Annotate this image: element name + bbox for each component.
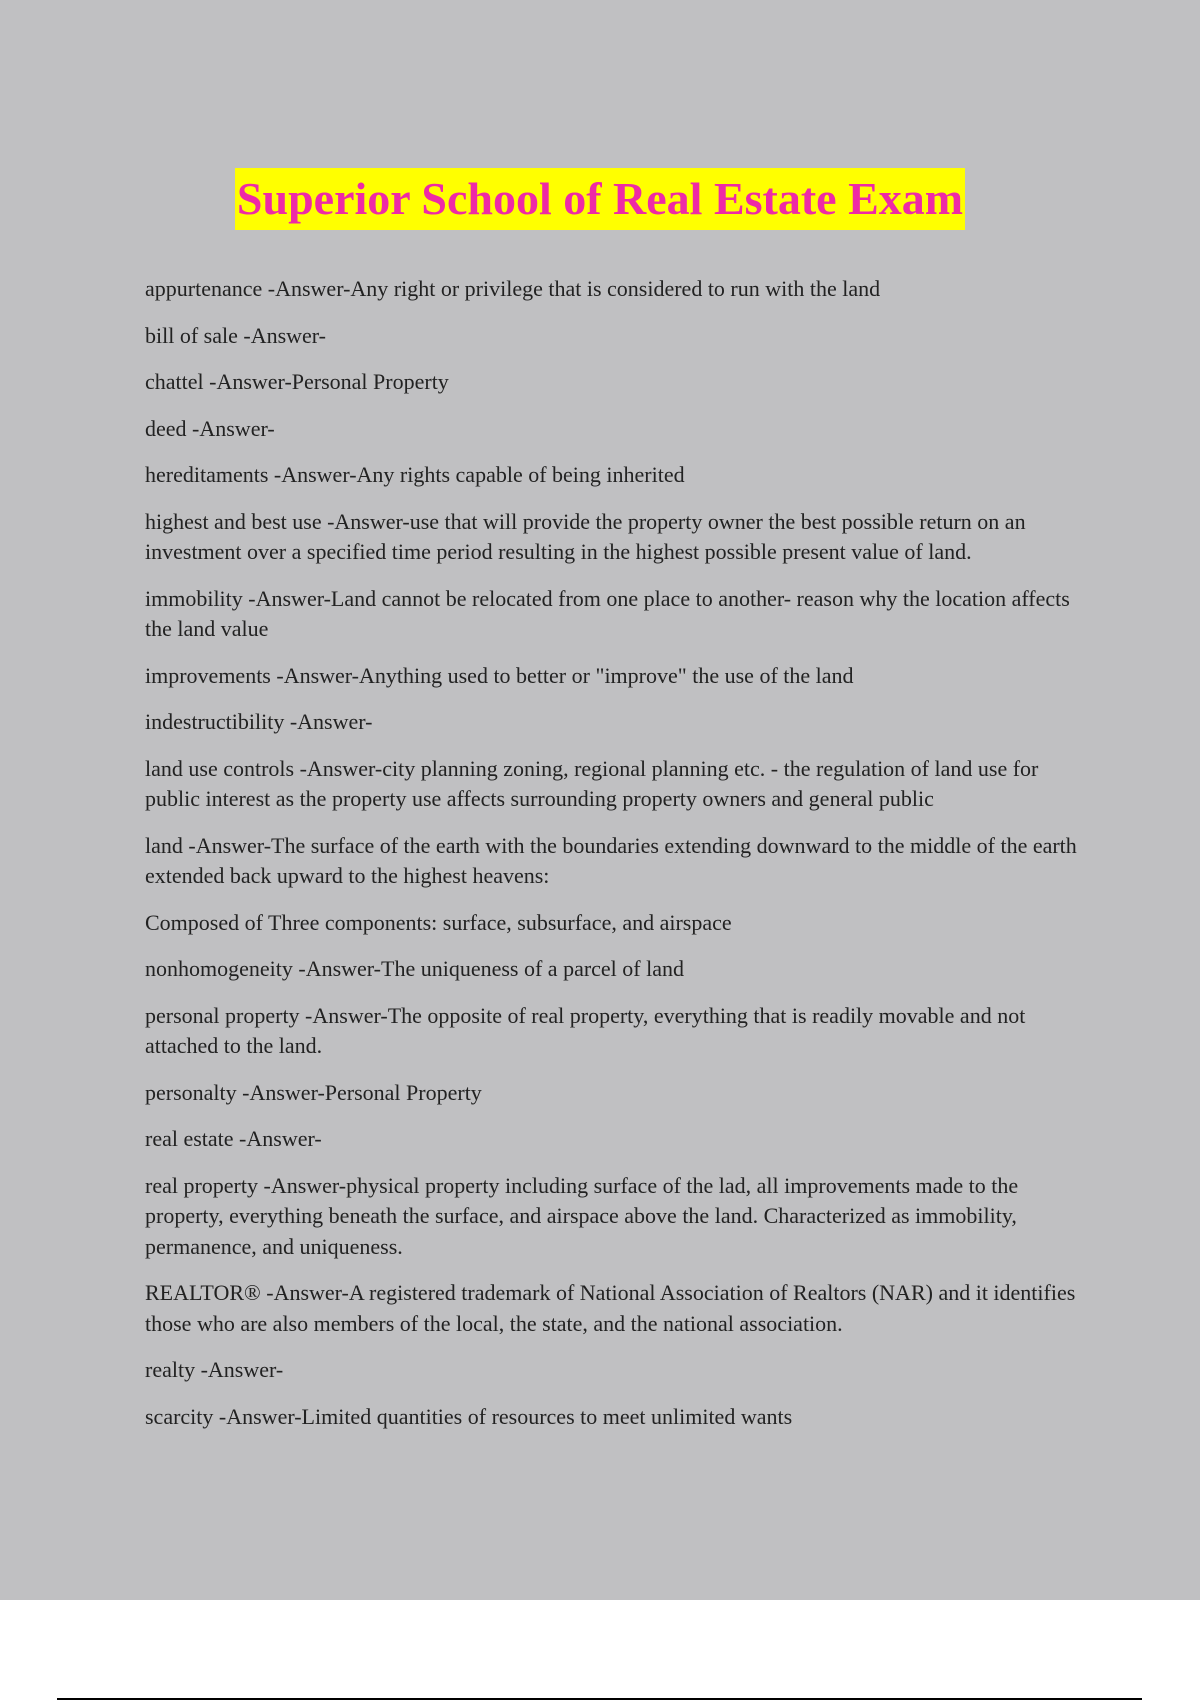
list-item: chattel -Answer-Personal Property (145, 369, 449, 394)
list-item: nonhomogeneity -Answer-The uniqueness of a parcel of land (145, 956, 684, 981)
page-title: Superior School of Real Estate Exam (235, 168, 965, 230)
list-item: indestructibility -Answer- (145, 709, 373, 734)
list-item: hereditaments -Answer-Any rights capable of being inherited (145, 462, 685, 487)
list-item: Composed of Three components: surface, subsurface, and airspace (145, 909, 732, 935)
list-item: scarcity -Answer-Limited quantities of resources to meet unlimited wants (145, 1403, 793, 1429)
list-item: land use controls -Answer-city planning zoning, regional planning etc. - the regulation of land use for public interest as the property use affects surrounding property owners and general public (145, 755, 1039, 811)
entry-list (145, 274, 1095, 1448)
list-item: appurtenance -Answer-Any right or privilege that is considered to run with the land (145, 276, 881, 301)
list-item: realty -Answer- (145, 1357, 284, 1382)
title-container (0, 168, 1200, 230)
list-item: real estate -Answer- (145, 1126, 322, 1151)
list-item: real property -Answer-physical property including surface of the lad, all improvements made to the property, everything beneath the surface, and airspace above the land. Characterized as immobility, permanence, and uniqueness. (145, 1172, 1019, 1259)
list-item: improvements -Answer-Anything used to better or "improve" the use of the land (145, 662, 854, 688)
list-item: immobility -Answer-Land cannot be relocated from one place to another- reason why the location affects the land value (145, 585, 1070, 641)
list-item: highest and best use -Answer-use that will provide the property owner the best possible return on an investment over a specified time period resulting in the highest possible present value of land. (145, 508, 1026, 564)
list-item: deed -Answer- (145, 415, 275, 441)
list-item: personal property -Answer-The opposite of real property, everything that is readily movable and not attached to the land. (145, 1002, 1026, 1058)
list-item: personalty -Answer-Personal Property (145, 1079, 482, 1105)
list-item: bill of sale -Answer- (145, 322, 327, 348)
list-item: REALTOR® -Answer-A registered trademark of National Association of Realtors (NAR) and it identifies those who are also members of the local, the state, and the national association. (145, 1280, 1076, 1336)
list-item: land -Answer-The surface of the earth with the boundaries extending downward to the middle of the earth extended back upward to the highest heavens: (145, 832, 1077, 888)
